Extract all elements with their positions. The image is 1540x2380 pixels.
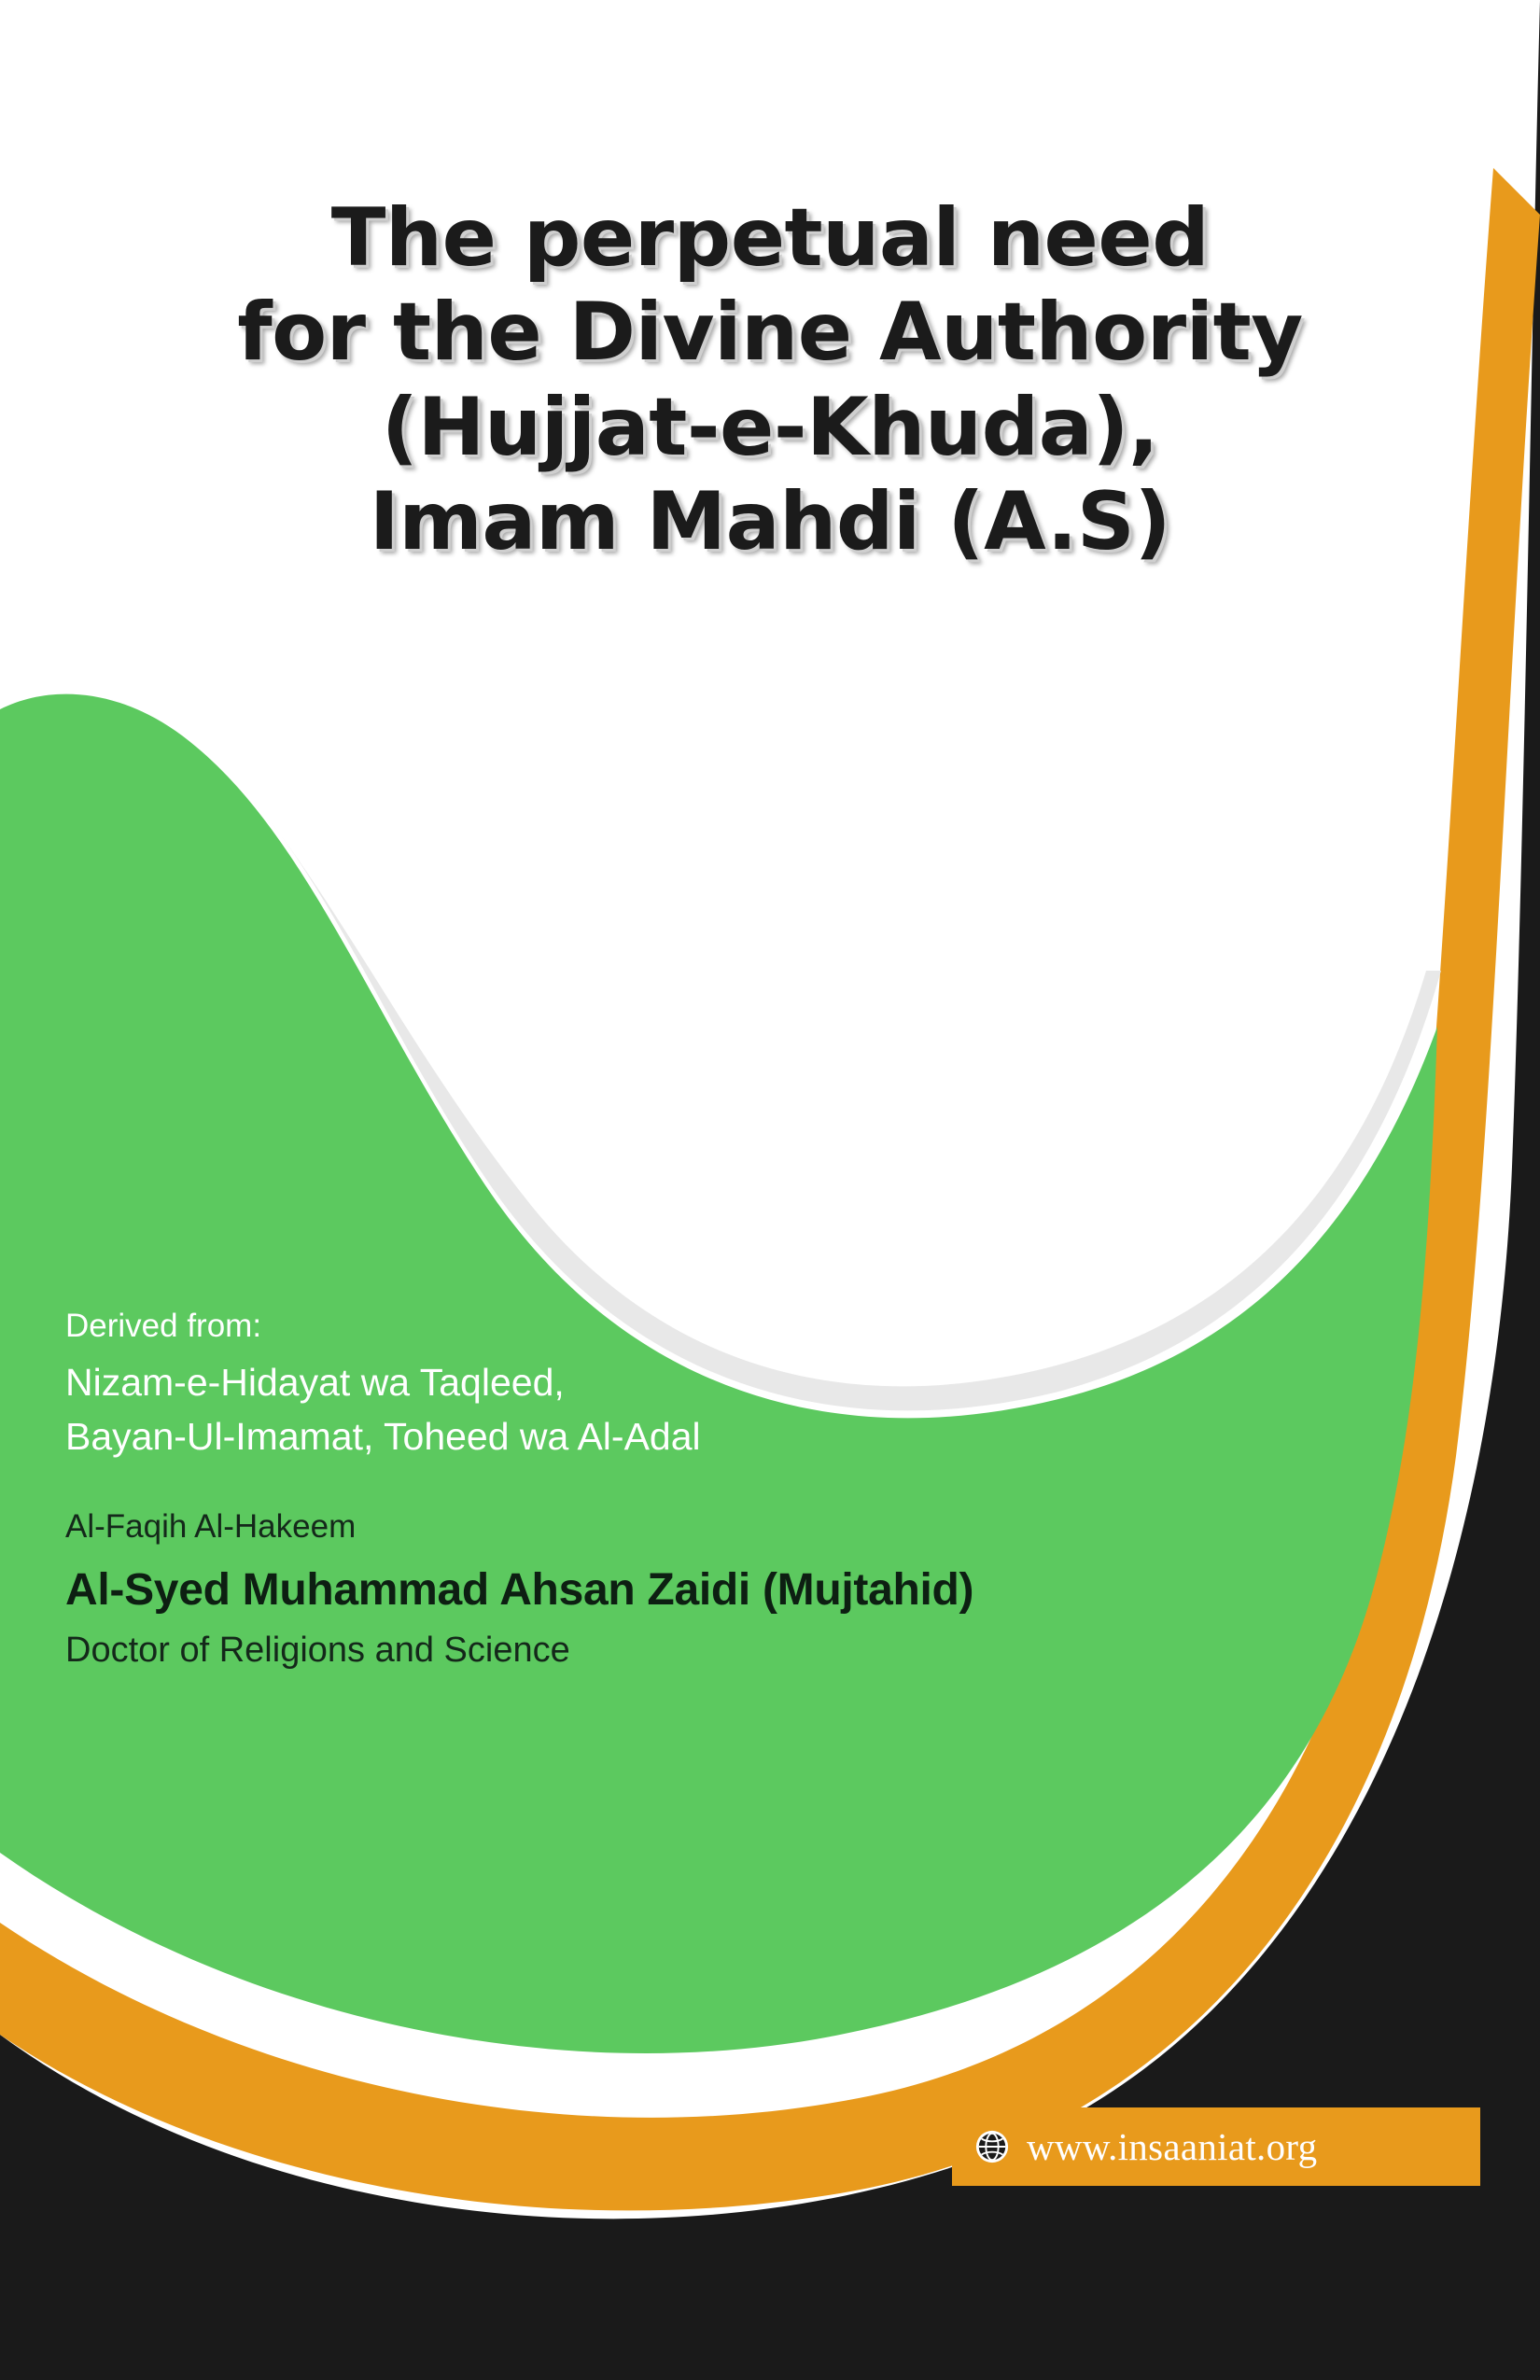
website-badge[interactable] <box>952 2107 1480 2186</box>
derived-source-2: Bayan-Ul-Imamat, Toheed wa Al-Adal <box>65 1414 701 1458</box>
author-block <box>65 1503 1185 1674</box>
author-honorific: Al-Faqih Al-Hakeem <box>65 1508 357 1545</box>
derived-from-block <box>65 1302 1092 1463</box>
title-line-3: (Hujjat-e-Khuda), <box>381 380 1159 474</box>
cover-title <box>0 191 1540 570</box>
author-name: Al-Syed Muhammad Ahsan Zaidi (Mujtahid) <box>65 1564 974 1615</box>
title-line-1: The perpetual need <box>330 191 1210 285</box>
website-url: www.insaaniat.org <box>1027 2125 1318 2168</box>
derived-from-label: Derived from: <box>65 1308 262 1344</box>
title-line-2: for the Divine Authority <box>237 286 1303 380</box>
derived-source-1: Nizam-e-Hidayat wa Taqleed, <box>65 1360 565 1404</box>
globe-icon <box>974 2129 1010 2164</box>
author-credentials: Doctor of Religions and Science <box>65 1630 570 1670</box>
title-line-4: Imam Mahdi (A.S) <box>369 475 1171 569</box>
